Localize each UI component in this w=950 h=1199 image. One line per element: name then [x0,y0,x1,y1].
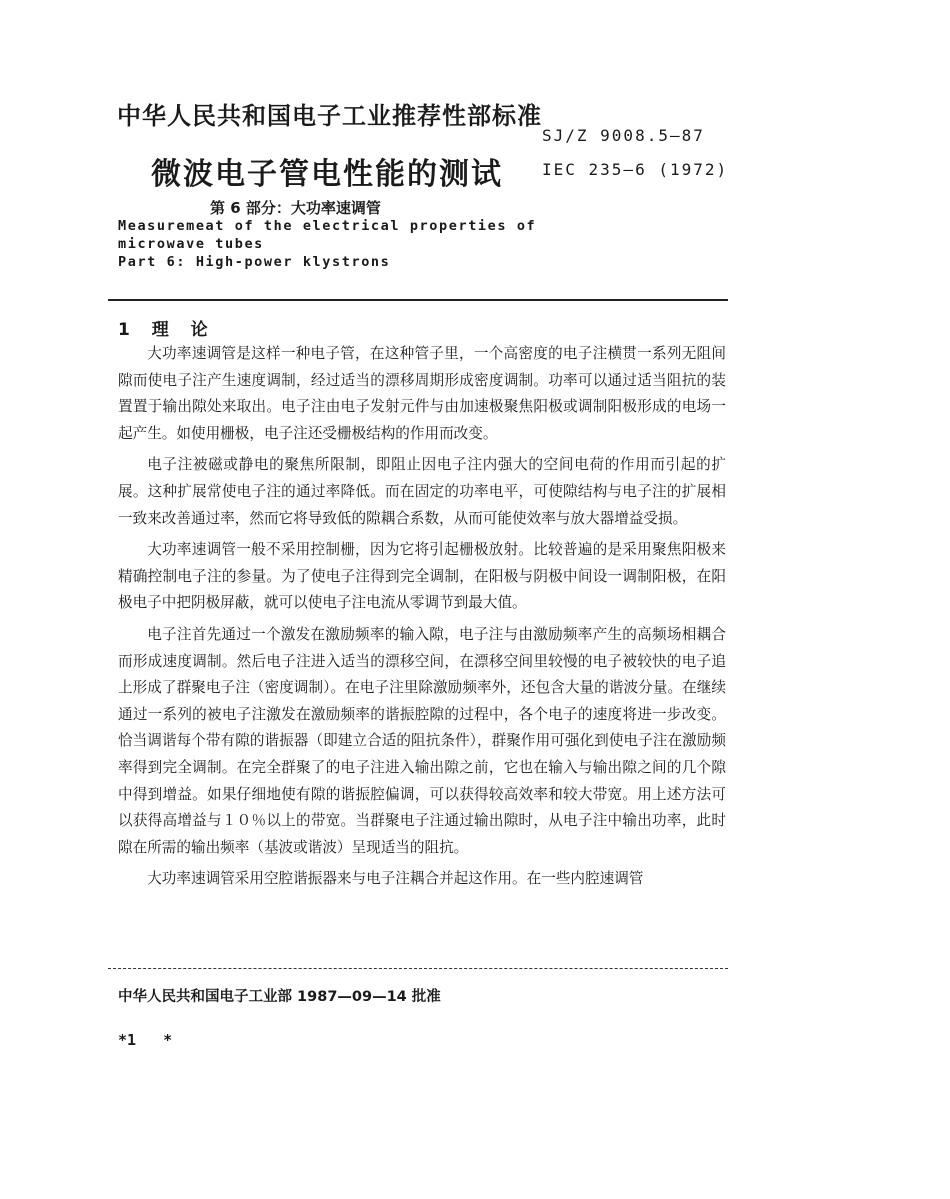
english-title-line: microwave tubes [118,236,264,252]
iec-number: IEC 235—6 (1972) [542,160,729,179]
paragraph: 电子注被磁或静电的聚焦所限制，即阻止因电子注内强大的空间电荷的作用而引起的扩展。这种扩展常使电子注的通过率降低。而在固定的功率电平，可使隙结构与电子注的扩展相一致来改善通过率，然而它将导致低的隙耦合系数，从而可能使效率与放大器增益受损。 [118,456,726,527]
english-title-line: Measuremeat of the electrical properties of [118,218,537,234]
footer-divider [108,968,728,969]
paragraph: 电子注首先通过一个激发在激励频率的输入隙，电子注与由激励频率产生的高频场相耦合而形成速度调制。然后电子注进入适当的漂移空间，在漂移空间里较慢的电子被较快的电子追上形成了群聚电子注（密度调制）。在电子注里除激励频率外，还包含大量的谐波分量。在继续通过一系列的被电子注激发在激励频率的谐振腔隙的过程中，各个电子的速度将进一步改变。恰当调谐每个带有隙的谐振器（即建立合适的阻抗条件），群聚作用可强化到使电子注在激励频率得到完全调制。在完全群聚了的电子注进入输出隙之前，它也在输入与输出隙之间的几个隙中得到增益。如果仔细地使有隙的谐振腔偏调，可以获得较高效率和较大带宽。用上述方法可以获得高增益与１０％以上的带宽。当群聚电子注通过输出隙时，从电子注中输出功率，此时隙在所需的输出频率（基波或谐波）呈现适当的阻抗。 [118,625,726,856]
part-title-zh: 第 6 部分：大功率速调管 [210,199,381,217]
body-text [118,341,726,898]
page-number: *1 * [118,1031,173,1049]
english-title-line: Part 6: High-power klystrons [118,254,391,270]
paragraph: 大功率速调管采用空腔谐振器来与电子注耦合并起这作用。在一些内腔速调管 [147,870,644,888]
approval-line: 中华人民共和国电子工业部 1987—09—14 批准 [118,989,441,1005]
paragraph: 大功率速调管是这样一种电子管，在这种管子里，一个高密度的电子注横贯一系列无阻间隙而使电子注产生速度调制，经过适当的漂移周期形成密度调制。功率可以通过适当阻抗的装置置于输出隙处来取出。电子注由电子发射元件与由加速极聚焦阳极或调制阳极形成的电场一起产生。如使用栅极，电子注还受栅极结构的作用而改变。 [118,345,726,442]
standard-title: 中华人民共和国电子工业推荐性部标准 [117,102,542,130]
paragraph: 大功率速调管一般不采用控制栅，因为它将引起栅极放射。比较普遍的是采用聚焦阳极来精确控制电子注的参量。为了使电子注得到完全调制，在阳极与阴极中间设一调制阳极，在阳极电子中把阴极屏蔽，就可以使电子注电流从零调节到最大值。 [118,541,726,612]
standard-number: SJ/Z 9008.5—87 [542,126,705,145]
section-heading: 1 理 论 [118,320,216,340]
document-title: 微波电子管电性能的测试 [151,157,503,192]
header-divider [108,299,728,301]
